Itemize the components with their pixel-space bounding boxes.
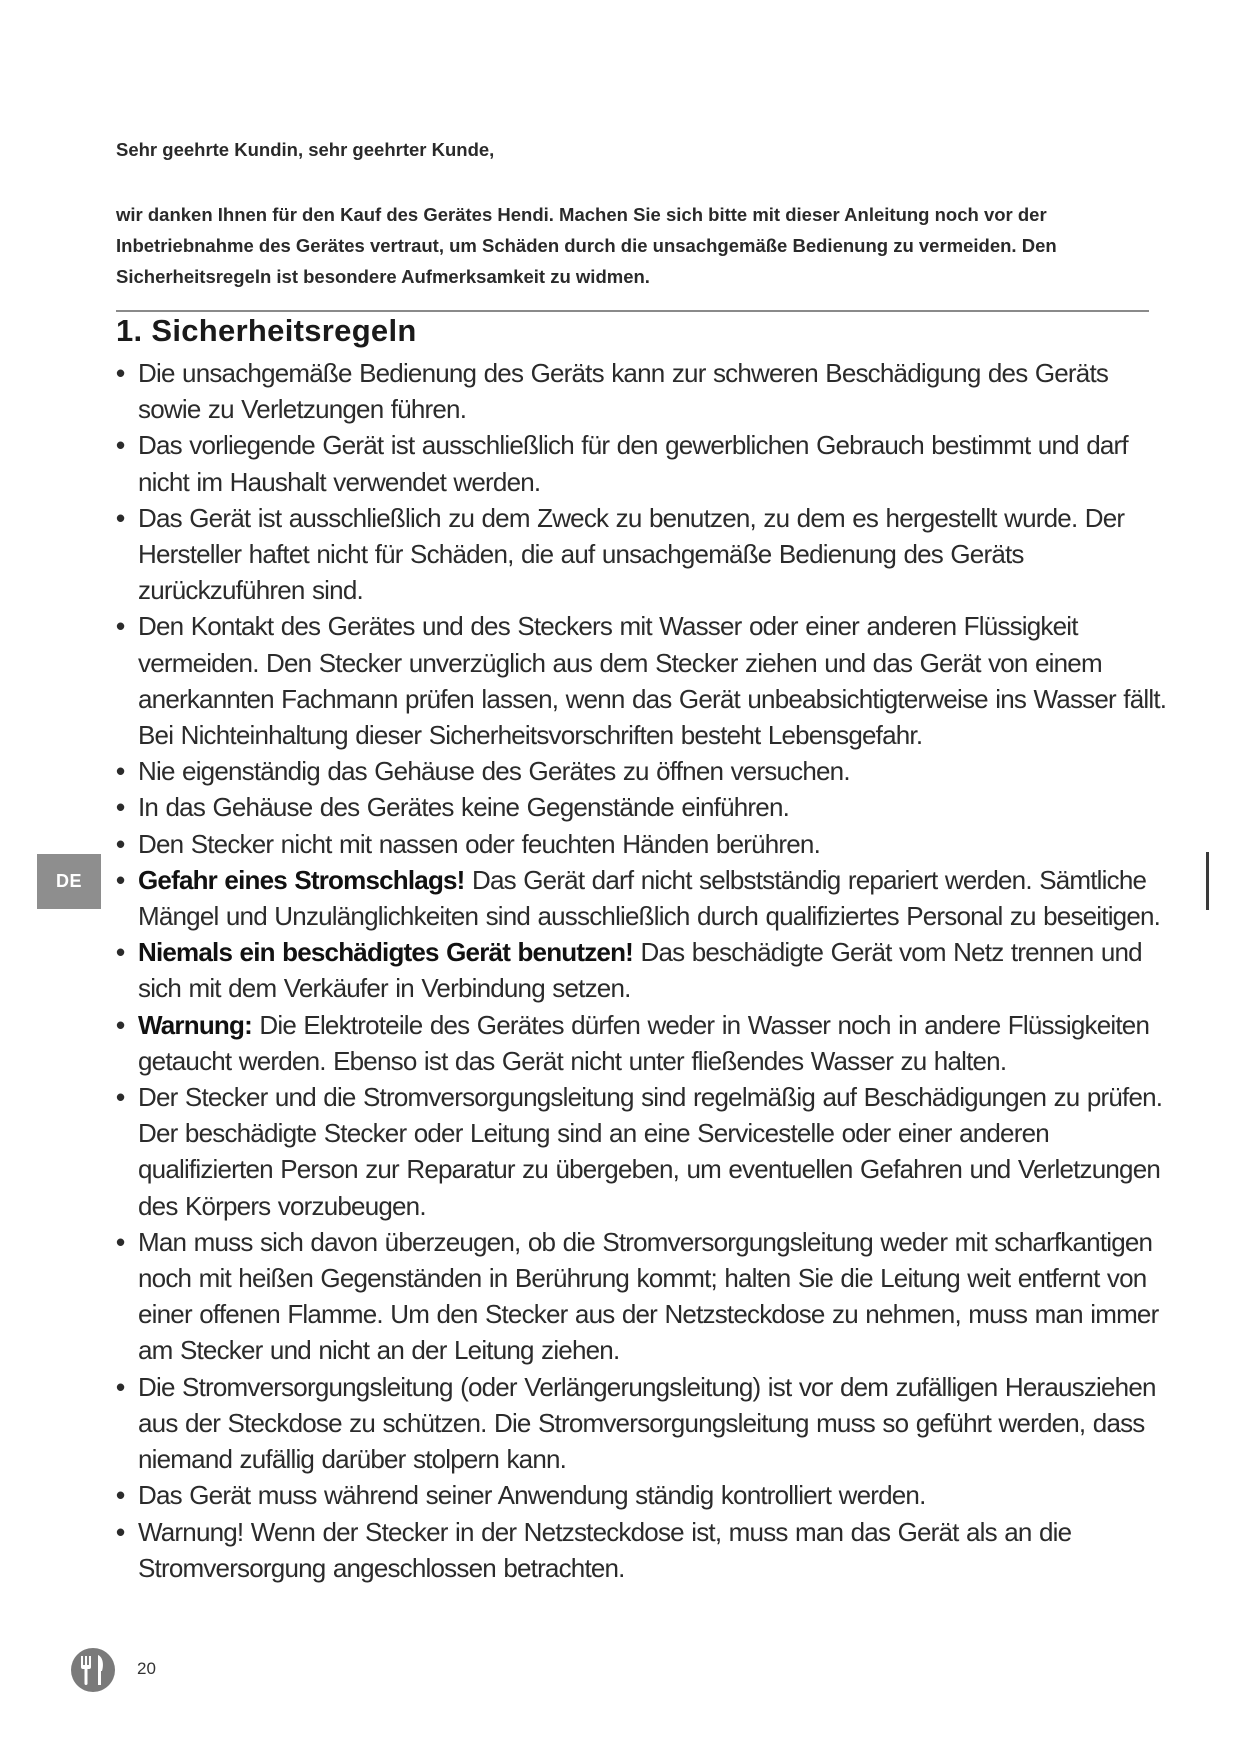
bullet: •: [116, 358, 125, 388]
item-text: Den Kontakt des Gerätes und des Steckers mit Wasser oder einer anderen Flüssigkeit vermeiden. Den Stecker unverzüglich aus dem Stecker ziehen und das Gerät von einem anerkannten Fachmann prüfen lassen, wenn das Gerät unbeabsichtigterweise ins Wasser fällt. Bei Nichteinhaltung dieser Sicherheitsvorschriften besteht Lebensgefahr.: [138, 611, 1167, 751]
page-number: 20: [137, 1659, 156, 1678]
bullet: •: [116, 1371, 125, 1402]
item-lead: Niemals ein beschädigtes Gerät benutzen!: [138, 937, 634, 968]
list-item: [116, 1514, 1176, 1586]
side-marker: [1206, 852, 1209, 910]
item-text: Das beschädigte Gerät vom Netz trennen und sich mit dem Verkäufer in Verbindung setzen.: [138, 937, 1142, 1004]
list-item: [116, 753, 1176, 789]
item-lead: Gefahr eines Stromschlags!: [138, 864, 465, 895]
item-text: Der Stecker und die Stromversorgungsleitung sind regelmäßig auf Beschädigungen zu prüfen. Der beschädigte Stecker oder Leitung sind an eine Servicestelle oder einer anderen qualifizierten Person zur Reparatur zu übergeben, um eventuellen Gefahren und Verletzungen des Körpers vorzubeugen.: [138, 1082, 1163, 1221]
section-divider: [116, 310, 1149, 312]
bullet: •: [116, 1516, 125, 1547]
bullet: •: [116, 937, 125, 968]
item-text: Das Gerät ist ausschließlich zu dem Zweck zu benutzen, zu dem es hergestellt wurde. Der Hersteller haftet nicht für Schäden, die auf unsachgemäße Bedienung des Geräts zurückzuführen sind.: [138, 502, 1125, 606]
bullet: •: [116, 1226, 125, 1257]
bullet: •: [116, 611, 125, 642]
item-text: Die Stromversorgungsleitung (oder Verlängerungsleitung) ist vor dem zufälligen Herausziehen aus der Steckdose zu schützen. Die Stromversorgungsleitung muss so geführt werden, dass niemand zufällig darüber stolpern kann.: [138, 1371, 1156, 1475]
list-item: [116, 608, 1176, 753]
greeting: Sehr geehrte Kundin, sehr geehrter Kunde,: [116, 139, 495, 160]
list-item: [116, 1079, 1176, 1224]
list-item: [116, 1224, 1176, 1369]
bullet: •: [116, 792, 125, 823]
list-item: [116, 1477, 1176, 1513]
cutlery-logo-icon: [70, 1647, 116, 1693]
item-text: Das Gerät darf nicht selbstständig repariert werden. Sämtliche Mängel und Unzulänglichkeiten sind ausschließlich durch qualifiziertes Personal zu beseitigen.: [138, 864, 1161, 932]
list-item: [116, 826, 1176, 862]
item-text: Die unsachgemäße Bedienung des Geräts kann zur schweren Beschädigung des Geräts sowie zu Verletzungen führen.: [138, 358, 1109, 425]
bullet: •: [116, 828, 125, 859]
list-item: [116, 1369, 1176, 1478]
item-text: In das Gehäuse des Gerätes keine Gegenstände einführen.: [138, 792, 790, 823]
item-text: Das vorliegende Gerät ist ausschließlich für den gewerblichen Gebrauch bestimmt und darf nicht im Haushalt verwendet werden.: [138, 430, 1128, 497]
bullet: •: [116, 430, 125, 461]
section-title: 1. Sicherheitsregeln: [116, 313, 417, 348]
language-tab: DE: [37, 854, 101, 909]
item-text: Das Gerät muss während seiner Anwendung ständig kontrolliert werden.: [138, 1480, 926, 1511]
bullet: •: [116, 1009, 125, 1040]
item-text: Warnung! Wenn der Stecker in der Netzsteckdose ist, muss man das Gerät als an die Stromversorgung angeschlossen betrachten.: [138, 1516, 1072, 1583]
list-item: [116, 1007, 1176, 1079]
list-item: [116, 934, 1176, 1006]
item-text: Man muss sich davon überzeugen, ob die Stromversorgungsleitung weder mit scharfkantigen noch mit heißen Gegenständen in Berührung kommt; halten Sie die Leitung weit entfernt von einer offenen Flamme. Um den Stecker aus der Netzsteckdose zu nehmen, muss man immer am Stecker und nicht an der Leitung ziehen.: [138, 1226, 1159, 1366]
bullet: •: [116, 756, 125, 787]
item-text: Nie eigenständig das Gehäuse des Gerätes zu öffnen versuchen.: [138, 756, 850, 787]
safety-rules-list: [116, 355, 1176, 1586]
bullet: •: [116, 864, 125, 895]
list-item: [116, 355, 1176, 427]
list-item: [116, 862, 1176, 934]
list-item: [116, 789, 1176, 825]
logo-graphic: [70, 1647, 116, 1693]
bullet: •: [116, 1480, 125, 1511]
intro-paragraph: wir danken Ihnen für den Kauf des Gerätes Hendi. Machen Sie sich bitte mit dieser Anleitung noch vor der Inbetriebnahme des Gerätes vertraut, um Schäden durch die unsachgemäße Bedienung zu vermeiden. Den Sicherheitsregeln ist besondere Aufmerksamkeit zu widmen.: [116, 204, 1057, 287]
item-lead: Warnung:: [138, 1009, 252, 1040]
bullet: •: [116, 1082, 125, 1113]
bullet: •: [116, 502, 125, 533]
list-item: [116, 500, 1176, 609]
item-text: Den Stecker nicht mit nassen oder feuchten Händen berühren.: [138, 828, 821, 859]
item-text: Die Elektroteile des Gerätes dürfen weder in Wasser noch in andere Flüssigkeiten getaucht werden. Ebenso ist das Gerät nicht unter fließendes Wasser zu halten.: [138, 1009, 1150, 1076]
list-item: [116, 427, 1176, 499]
